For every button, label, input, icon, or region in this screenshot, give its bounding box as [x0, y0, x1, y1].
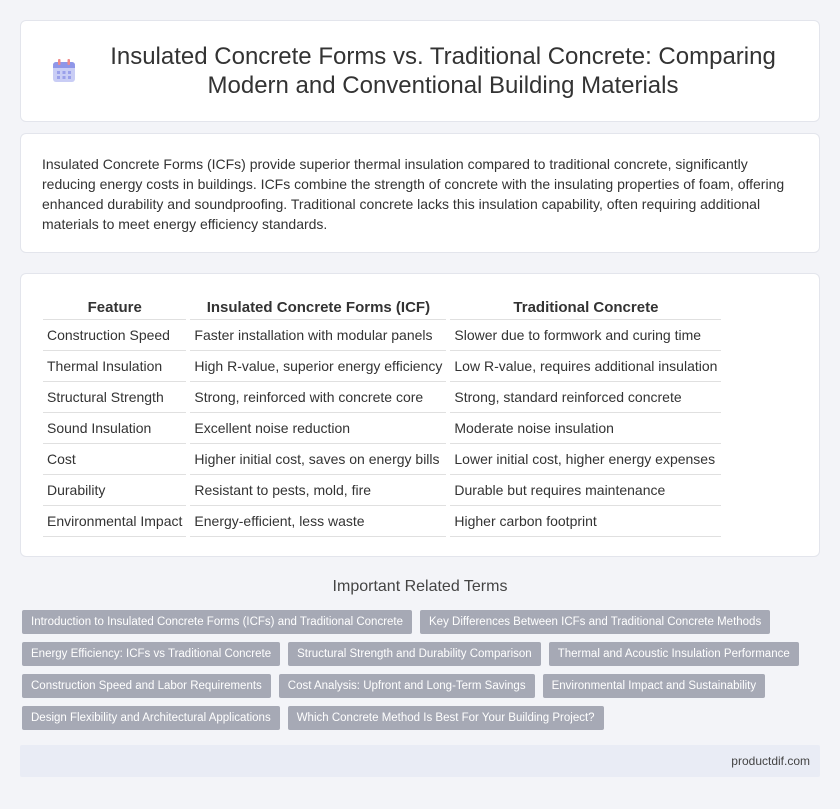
table-cell: High R-value, superior energy efficiency [190, 351, 446, 382]
table-row [43, 444, 721, 475]
related-term-tag[interactable]: Design Flexibility and Architectural Applications [22, 706, 280, 730]
table-cell: Energy-efficient, less waste [190, 506, 446, 537]
column-header-feature: Feature [43, 296, 186, 320]
related-term-tag[interactable]: Structural Strength and Durability Comparison [288, 642, 541, 666]
table-cell: Faster installation with modular panels [190, 320, 446, 351]
table-cell: Construction Speed [43, 320, 186, 351]
table-cell: Strong, standard reinforced concrete [450, 382, 721, 413]
table-cell: Slower due to formwork and curing time [450, 320, 721, 351]
table-cell: Excellent noise reduction [190, 413, 446, 444]
related-term-tag[interactable]: Key Differences Between ICFs and Traditional Concrete Methods [420, 610, 770, 634]
table-cell: Sound Insulation [43, 413, 186, 444]
table-cell: Resistant to pests, mold, fire [190, 475, 446, 506]
intro-card [20, 133, 820, 253]
table-header-row [43, 296, 721, 320]
column-header-icf: Insulated Concrete Forms (ICF) [190, 296, 446, 320]
title-row [21, 21, 819, 121]
related-terms-tags [22, 610, 822, 730]
table-cell: Durability [43, 475, 186, 506]
table-cell: Low R-value, requires additional insulation [450, 351, 721, 382]
table-cell: Structural Strength [43, 382, 186, 413]
column-header-traditional: Traditional Concrete [450, 296, 721, 320]
table-row [43, 351, 721, 382]
table-row [43, 382, 721, 413]
related-term-tag[interactable]: Thermal and Acoustic Insulation Performance [549, 642, 799, 666]
table-cell: Higher initial cost, saves on energy bills [190, 444, 446, 475]
table-row [43, 320, 721, 351]
table-cell: Moderate noise insulation [450, 413, 721, 444]
related-term-tag[interactable]: Which Concrete Method Is Best For Your Building Project? [288, 706, 604, 730]
related-term-tag[interactable]: Environmental Impact and Sustainability [543, 674, 766, 698]
table-row [43, 506, 721, 537]
table-cell: Cost [43, 444, 186, 475]
table-cell: Higher carbon footprint [450, 506, 721, 537]
comparison-table [39, 296, 725, 537]
table-cell: Environmental Impact [43, 506, 186, 537]
page-title: Insulated Concrete Forms vs. Traditional Concrete: Comparing Modern and Conventional Building Materials [110, 43, 776, 99]
related-term-tag[interactable]: Construction Speed and Labor Requirements [22, 674, 271, 698]
header-card [20, 20, 820, 122]
table-row [43, 413, 721, 444]
related-term-tag[interactable]: Energy Efficiency: ICFs vs Traditional Concrete [22, 642, 280, 666]
footer-site-link[interactable]: productdif.com [731, 754, 810, 768]
comparison-table-card [20, 273, 820, 557]
footer [20, 745, 820, 777]
table-cell: Strong, reinforced with concrete core [190, 382, 446, 413]
table-cell: Lower initial cost, higher energy expenses [450, 444, 721, 475]
related-term-tag[interactable]: Cost Analysis: Upfront and Long-Term Savings [279, 674, 535, 698]
table-cell: Durable but requires maintenance [450, 475, 721, 506]
table-cell: Thermal Insulation [43, 351, 186, 382]
related-term-tag[interactable]: Introduction to Insulated Concrete Forms (ICFs) and Traditional Concrete [22, 610, 412, 634]
related-terms-heading: Important Related Terms [332, 578, 508, 595]
table-row [43, 475, 721, 506]
intro-paragraph: Insulated Concrete Forms (ICFs) provide superior thermal insulation compared to traditional concrete, significantly reducing energy costs in buildings. ICFs combine the strength of concrete with the insulating properties of foam, offering enhanced durability and soundproofing. Traditional concrete lacks this insulation capability, often requiring additional materials to meet energy efficiency standards. [42, 156, 785, 232]
calendar-icon [51, 58, 77, 84]
